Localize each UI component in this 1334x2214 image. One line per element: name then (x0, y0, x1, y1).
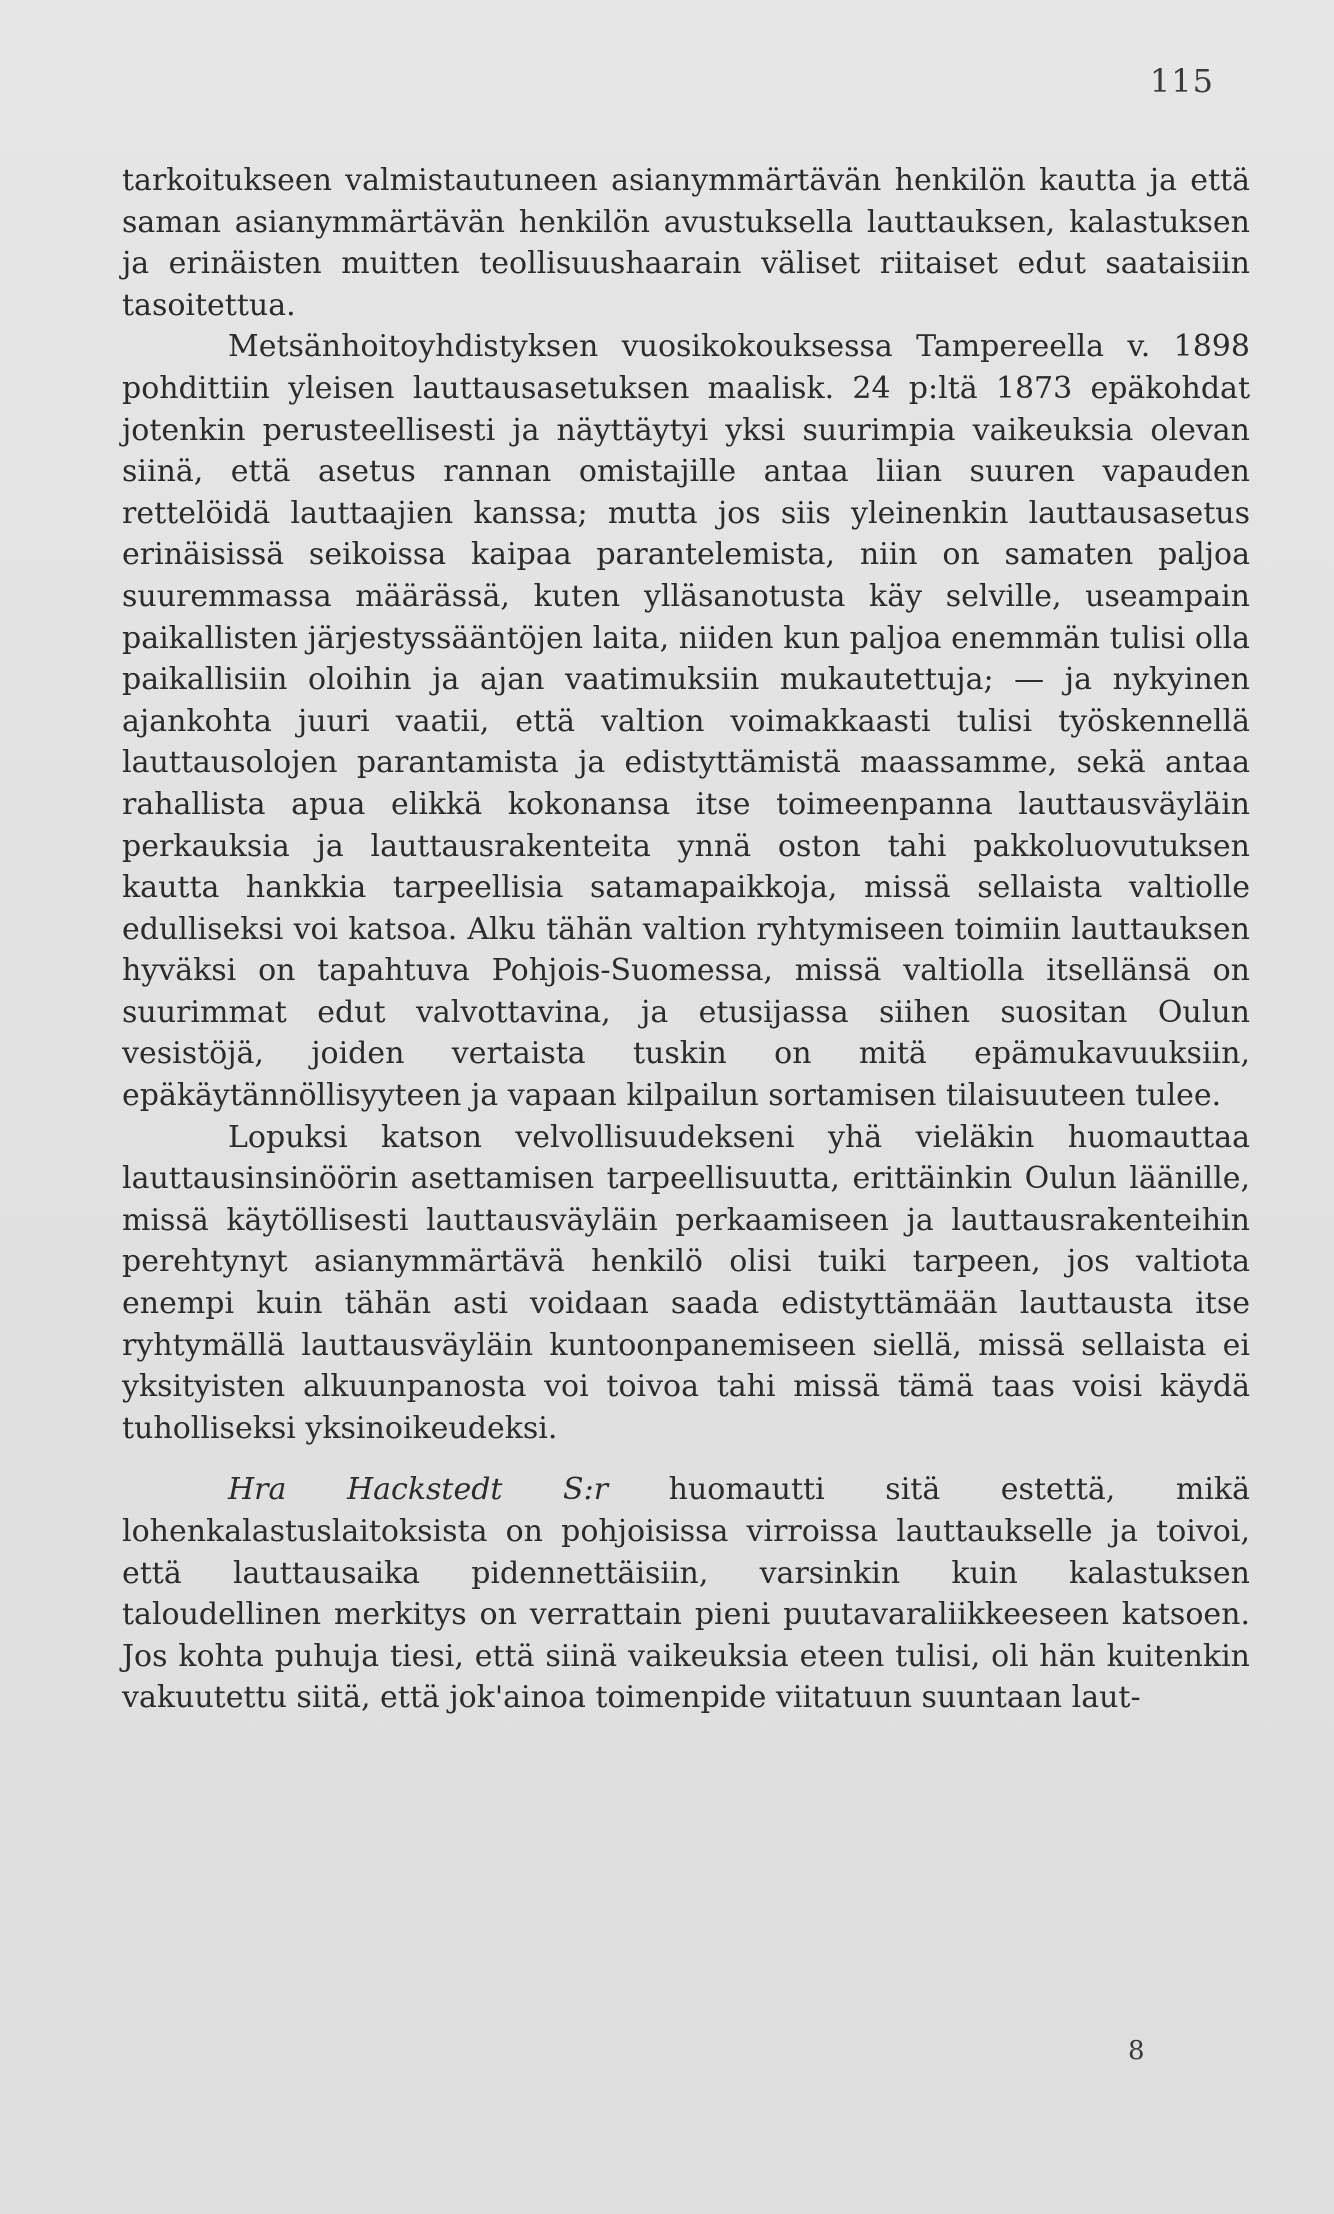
speaker-name: Hra Hackstedt S:r (228, 1472, 609, 1508)
paragraph-2: Metsänhoitoyhdistyksen vuosikokouksessa Tampereella v. 1898 pohdittiin yleisen lauttausasetuksen maalisk. 24 p:ltä 1873 epäkohdat jotenkin perusteellisesti ja näyttäytyi yksi suurimpia vaikeuksia olevan siinä, että asetus rannan omistajille antaa liian suuren vapauden rettelöidä lauttaajien kanssa; mutta jos siis yleinenkin lauttausasetus erinäisissä seikoissa kaipaa parantelemista, niin on samaten paljoa suuremmassa määrässä, kuten ylläsanotusta käy selville, useampain paikallisten järjestyssääntöjen laita, niiden kun paljoa enemmän tulisi olla paikallisiin oloihin ja ajan vaatimuksiin mukautettuja; — ja nykyinen ajankohta juuri vaatii, että valtion voimakkaasti tulisi työskennellä lauttausolojen parantamista ja edistyttämistä maassamme, sekä antaa rahallista apua elikkä kokonansa itse toimeenpanna lauttausväyläin perkauksia ja lauttausrakenteita ynnä oston tahi pakkoluovutuksen kautta hankkia tarpeellisia satamapaikkoja, missä sellaista valtiolle edulliseksi voi katsoa. Alku tähän valtion ryhtymiseen toimiin lauttauksen hyväksi on tapahtuva Pohjois-Suomessa, missä valtiolla itsellänsä on suurimmat edut valvottavina, ja etusijassa siihen suositan Oulun vesistöjä, joiden vertaista tuskin on mitä epämukavuuksiin, epäkäytännöllisyyteen ja vapaan kilpailun sortamisen tilaisuuteen tulee. (122, 329, 1250, 1114)
paragraph-1: tarkoitukseen valmistautuneen asianymmärtävän henkilön kautta ja että saman asianymmärtävän henkilön avustuksella lauttauksen, kalastuksen ja erinäisten muitten teollisuushaarain väliset riitaiset edut saataisiin tasoitettua. (122, 163, 1250, 323)
paragraph-4-text: huomautti sitä estettä, mikä lohenkalastuslaitoksista on pohjoisissa virroissa lauttaukselle ja toivoi, että lauttausaika pidennettäisiin, varsinkin kuin kalastuksen taloudellinen merkitys on verrattain pieni puutavaraliikkeeseen katsoen. Jos kohta puhuja tiesi, että siinä vaikeuksia eteen tulisi, oli hän kuitenkin vakuutettu siitä, että jok'ainoa toimenpide viitatuun suuntaan laut- (122, 1472, 1250, 1716)
paragraph-3: Lopuksi katson velvollisuudekseni yhä vieläkin huomauttaa lauttausinsinöörin asettamisen tarpeellisuutta, erittäinkin Oulun läänille, missä käytöllisesti lauttausväyläin perkaamiseen ja lauttausrakenteihin perehtynyt asianymmärtävä henkilö olisi tuiki tarpeen, jos valtiota enempi kuin tähän asti voidaan saada edistyttämään lauttausta itse ryhtymällä lauttausväyläin kuntoonpanemiseen siellä, missä sellaista ei yksityisten alkuunpanosta voi toivoa tahi missä tämä taas voisi käydä tuholliseksi yksinoikeudeksi. (122, 1119, 1250, 1446)
paragraph-4 (122, 1469, 1250, 1719)
body-text (122, 160, 1250, 1719)
signature-mark: 8 (1128, 2036, 1145, 2066)
page-number: 115 (1149, 62, 1214, 100)
